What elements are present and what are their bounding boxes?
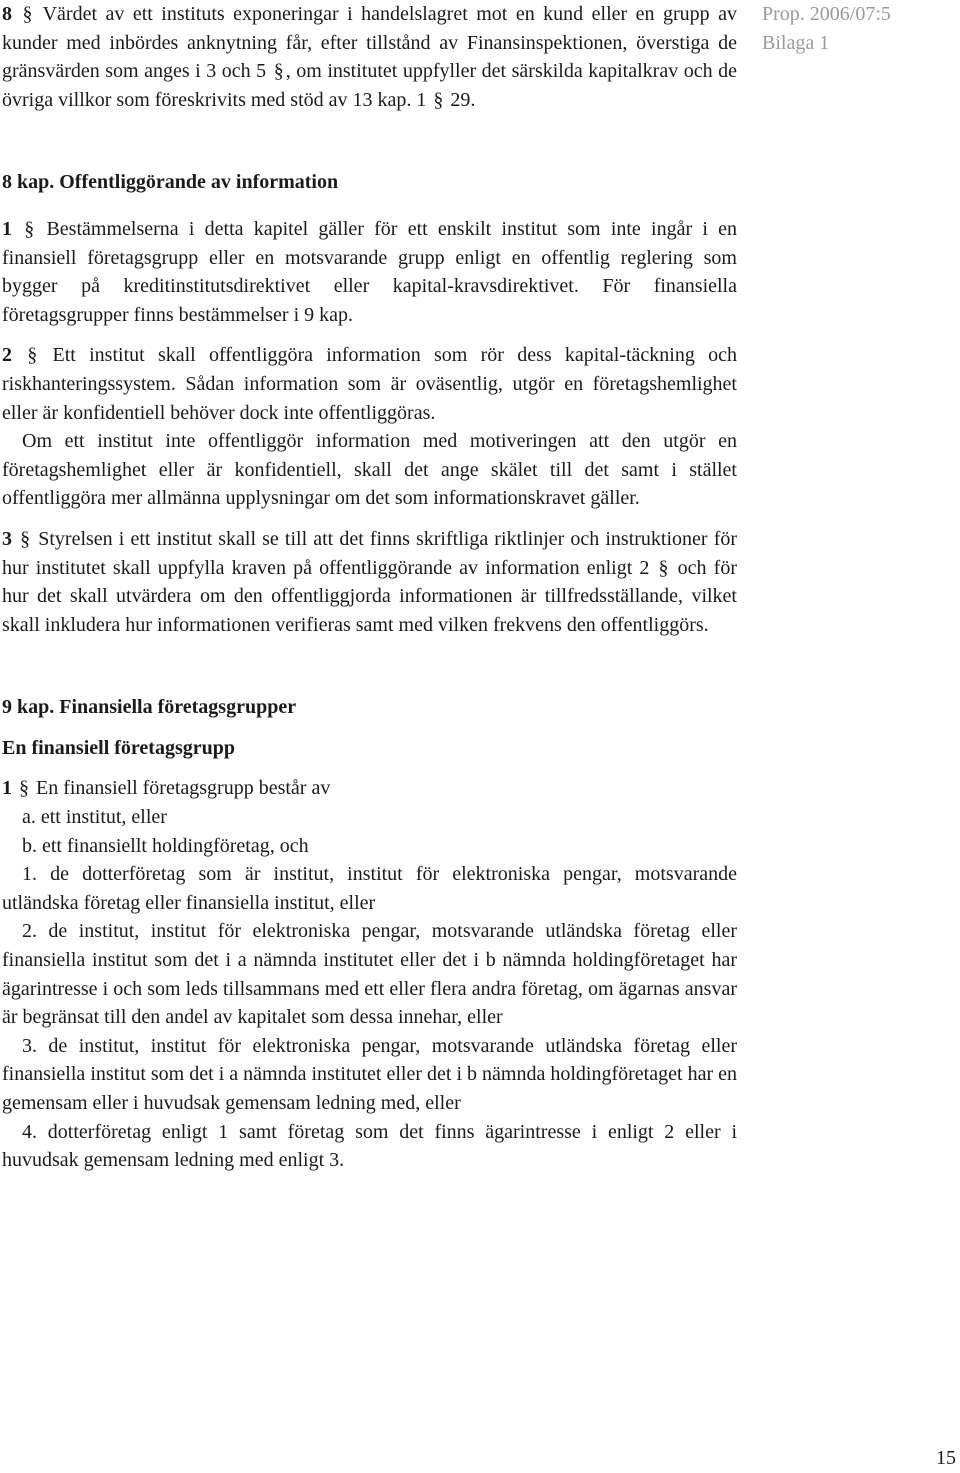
list-item: 2. de institut, institut för elektroniska pengar, motsvarande utländska företag eller finansiella institut som det i a nämnda institutet eller det i b nämnda holdingföretaget har ägarintresse i och som leds tillsammans med ett eller flera andra företag, om ägarnas ansvar är begränsat till den andel av kapitalet som dessa innehar, eller <box>2 920 737 1029</box>
list-item: 1. de dotterföretag som är institut, institut för elektroniska pengar, motsvarande utländska företag eller finansiella institut, eller <box>2 863 737 914</box>
paragraph-text: Ett institut skall offentliggöra information som rör dess kapital-täckning och riskhanteringssystem. Sådan information som är oväsentlig, utgör en företagshemlighet eller är konfidentiell behöver dock inte offentliggöras. <box>2 344 737 424</box>
section-symbol: § <box>20 527 31 550</box>
chapter-8-paragraph-2-continued: Om ett institut inte offentliggör information med motiveringen att den utgör en företagshemlighet eller är konfidentiell, skall det ange skälet till det samt i stället offentliggöra mer allmänna upplysningar om det som informationskravet gäller. <box>2 430 737 510</box>
paragraph-number: 1 <box>2 217 12 240</box>
section-symbol: § <box>433 88 444 111</box>
chapter-8-paragraph-3 <box>2 525 737 639</box>
chapter-8-paragraph-2 <box>2 341 737 427</box>
appendix-label: Bilaga 1 <box>762 31 830 54</box>
page-number: 15 <box>936 1447 956 1469</box>
paragraph-text: En finansiell företagsgrupp består av <box>36 777 331 800</box>
paragraph-text: och för hur det skall utvärdera om den offentliggjorda informationen är tillfredsställande, vilket skall inkludera hur informationen verifieras samt med vilken frekvens den offentliggörs. <box>2 556 737 636</box>
chapter-9-heading: 9 kap. Finansiella företagsgrupper <box>2 696 297 719</box>
list-item: b. ett finansiellt holdingföretag, och <box>22 834 309 857</box>
section-symbol: § <box>658 556 669 579</box>
document-body <box>2 0 737 1175</box>
paragraph-number: 3 <box>2 527 12 550</box>
list-item: 4. dotterföretag enligt 1 samt företag som det finns ägarintresse i enligt 2 eller i huvudsak gemensam ledning med enligt 3. <box>2 1120 737 1172</box>
paragraph-number: 1 <box>2 777 12 800</box>
section-symbol: § <box>22 3 33 25</box>
paragraph-text: Värdet av ett instituts exponeringar i handelslagret mot en kund eller en grupp av kunder med inbördes anknytning får, efter tillstånd av Finansinspektionen, överstiga de gränsvärden som anges i 3 och 5 <box>2 3 738 83</box>
margin-header <box>762 0 952 57</box>
paragraph-text: 29. <box>450 88 476 111</box>
proposition-reference: Prop. 2006/07:5 <box>762 3 891 25</box>
chapter-8-paragraph-1 <box>2 215 737 329</box>
intro-paragraph <box>2 0 737 114</box>
section-symbol: § <box>273 60 284 83</box>
list-item: 3. de institut, institut för elektroniska pengar, motsvarande utländska företag eller finansiella institut som det i a nämnda institutet eller det i b nämnda holdingföretaget har en gemensam eller i huvudsak gemensam ledning med, eller <box>2 1034 737 1114</box>
section-symbol: § <box>19 777 29 800</box>
chapter-8-heading: 8 kap. Offentliggörande av information <box>2 171 339 194</box>
paragraph-number: 2 <box>2 344 12 367</box>
paragraph-number: 8 <box>2 3 12 25</box>
paragraph-text: Styrelsen i ett institut skall se till att det finns skriftliga riktlinjer och instruktioner för hur institutet skall uppfylla kraven på offentliggörande av information enligt 2 <box>2 527 738 579</box>
chapter-9-paragraph-1 <box>2 774 737 803</box>
section-symbol: § <box>24 217 35 240</box>
list-item: a. ett institut, eller <box>22 806 167 829</box>
chapter-9-subheading: En finansiell företagsgrupp <box>2 736 235 759</box>
paragraph-text: , om institutet uppfyller det särskilda kapitalkrav och de övriga villkor som föreskrivits med stöd av 13 kap. 1 <box>2 60 738 111</box>
section-symbol: § <box>27 344 38 367</box>
paragraph-text: Bestämmelserna i detta kapitel gäller för ett enskilt institut som inte ingår i en finansiell företagsgrupp eller en motsvarande grupp enligt en offentlig reglering som bygger på kreditinstitutsdirektivet eller kapital-kravsdirektivet. För finansiella företagsgrupper finns bestämmelser i 9 kap. <box>2 217 738 326</box>
